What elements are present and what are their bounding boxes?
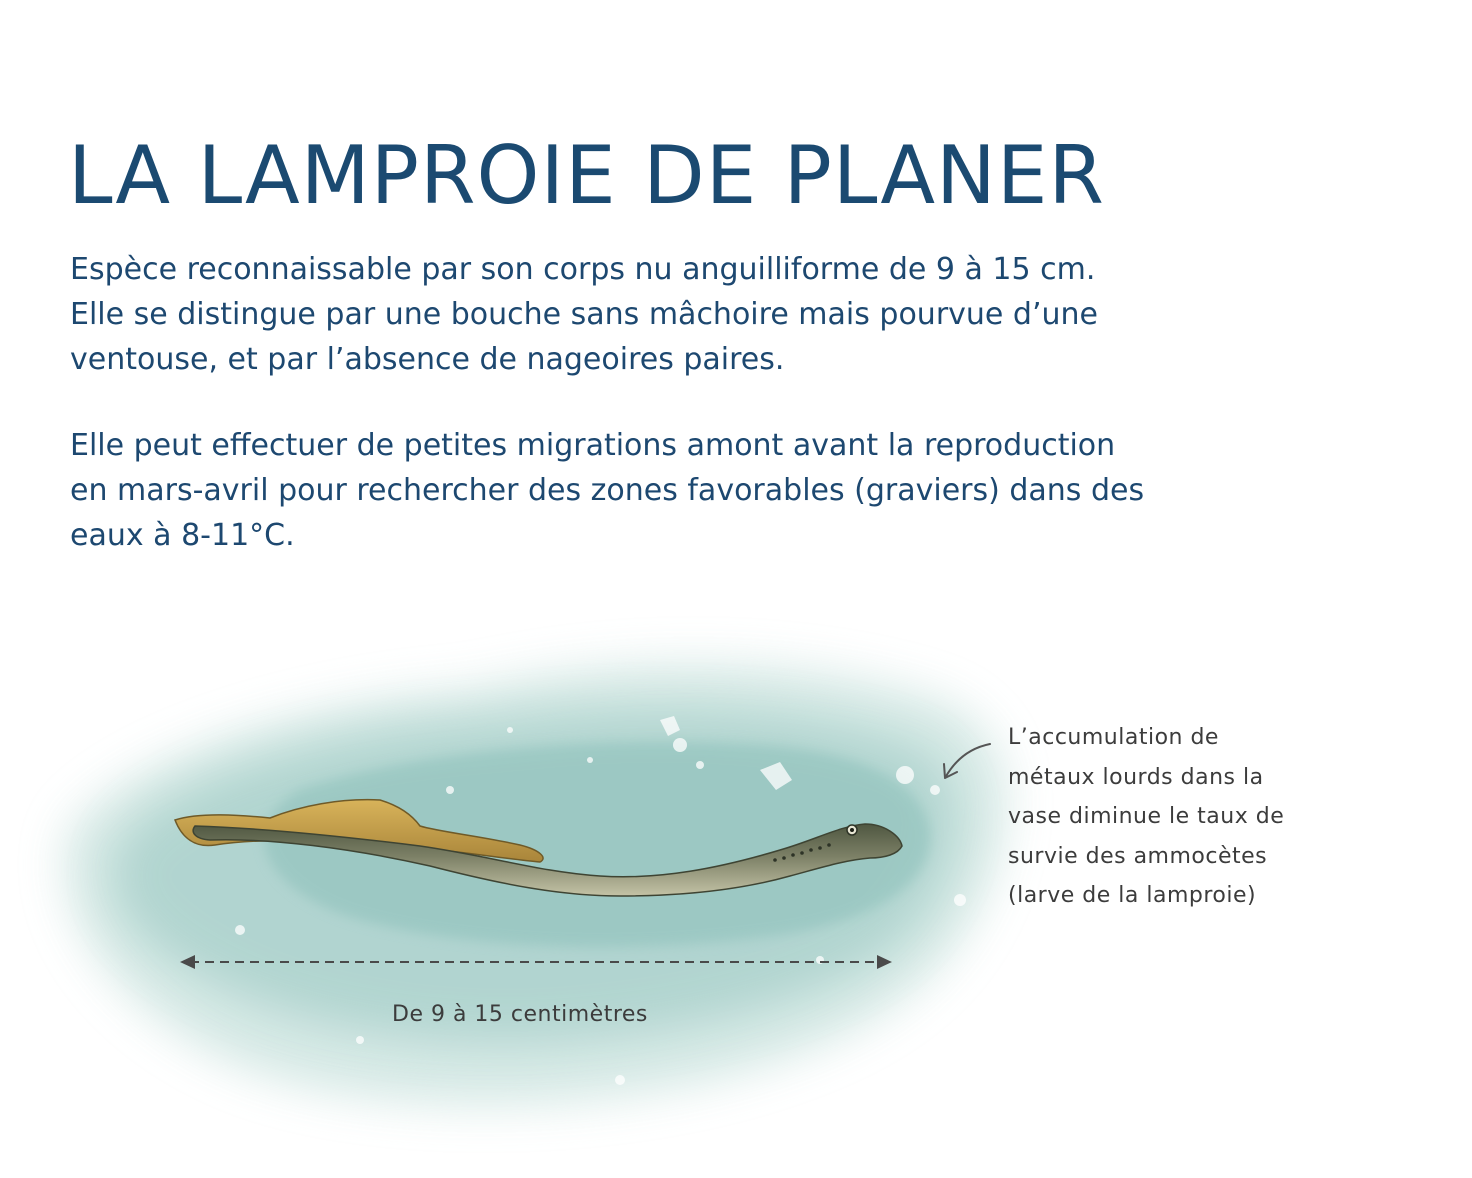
migration-paragraph [70, 423, 1144, 558]
intro-line: ventouse, et par l’absence de nageoires paires. [70, 342, 785, 377]
gill-pore [827, 843, 831, 847]
speckle [356, 1036, 364, 1044]
intro-paragraph [70, 247, 1098, 382]
gill-pore [800, 851, 804, 855]
gill-pore [782, 856, 786, 860]
gill-pore [791, 853, 795, 857]
speckle [507, 727, 513, 733]
heavy-metals-note [1008, 718, 1284, 916]
migration-line: en mars-avril pour rechercher des zones favorables (graviers) dans des [70, 473, 1145, 508]
intro-line: Elle se distingue par une bouche sans mâchoire mais pourvue d’une [70, 297, 1098, 332]
speckle [615, 1075, 625, 1085]
gill-pore [818, 846, 822, 850]
speckle [446, 786, 454, 794]
note-line: L’accumulation de [1008, 725, 1219, 750]
speckle [696, 761, 704, 769]
speckle [954, 894, 966, 906]
migration-line: Elle peut effectuer de petites migrations amont avant la reproduction [70, 428, 1116, 463]
speckle [235, 925, 245, 935]
note-line: (larve de la lamproie) [1008, 883, 1257, 908]
note-line: métaux lourds dans la [1008, 764, 1264, 790]
speckle [930, 785, 940, 795]
speckle [587, 757, 593, 763]
gill-pore [773, 858, 777, 862]
page-title: LA LAMPROIE DE PLANER [68, 129, 1106, 222]
speckle [896, 766, 914, 784]
note-line: survie des ammocètes [1008, 843, 1268, 869]
migration-line: eaux à 8-11°C. [70, 518, 295, 553]
speckle [673, 738, 687, 752]
size-label: De 9 à 15 centimètres [392, 1002, 648, 1027]
lamprey-pupil [850, 828, 854, 832]
note-line: vase diminue le taux de [1008, 804, 1285, 829]
gill-pore [809, 848, 813, 852]
intro-line: Espèce reconnaissable par son corps nu anguilliforme de 9 à 15 cm. [70, 252, 1096, 287]
